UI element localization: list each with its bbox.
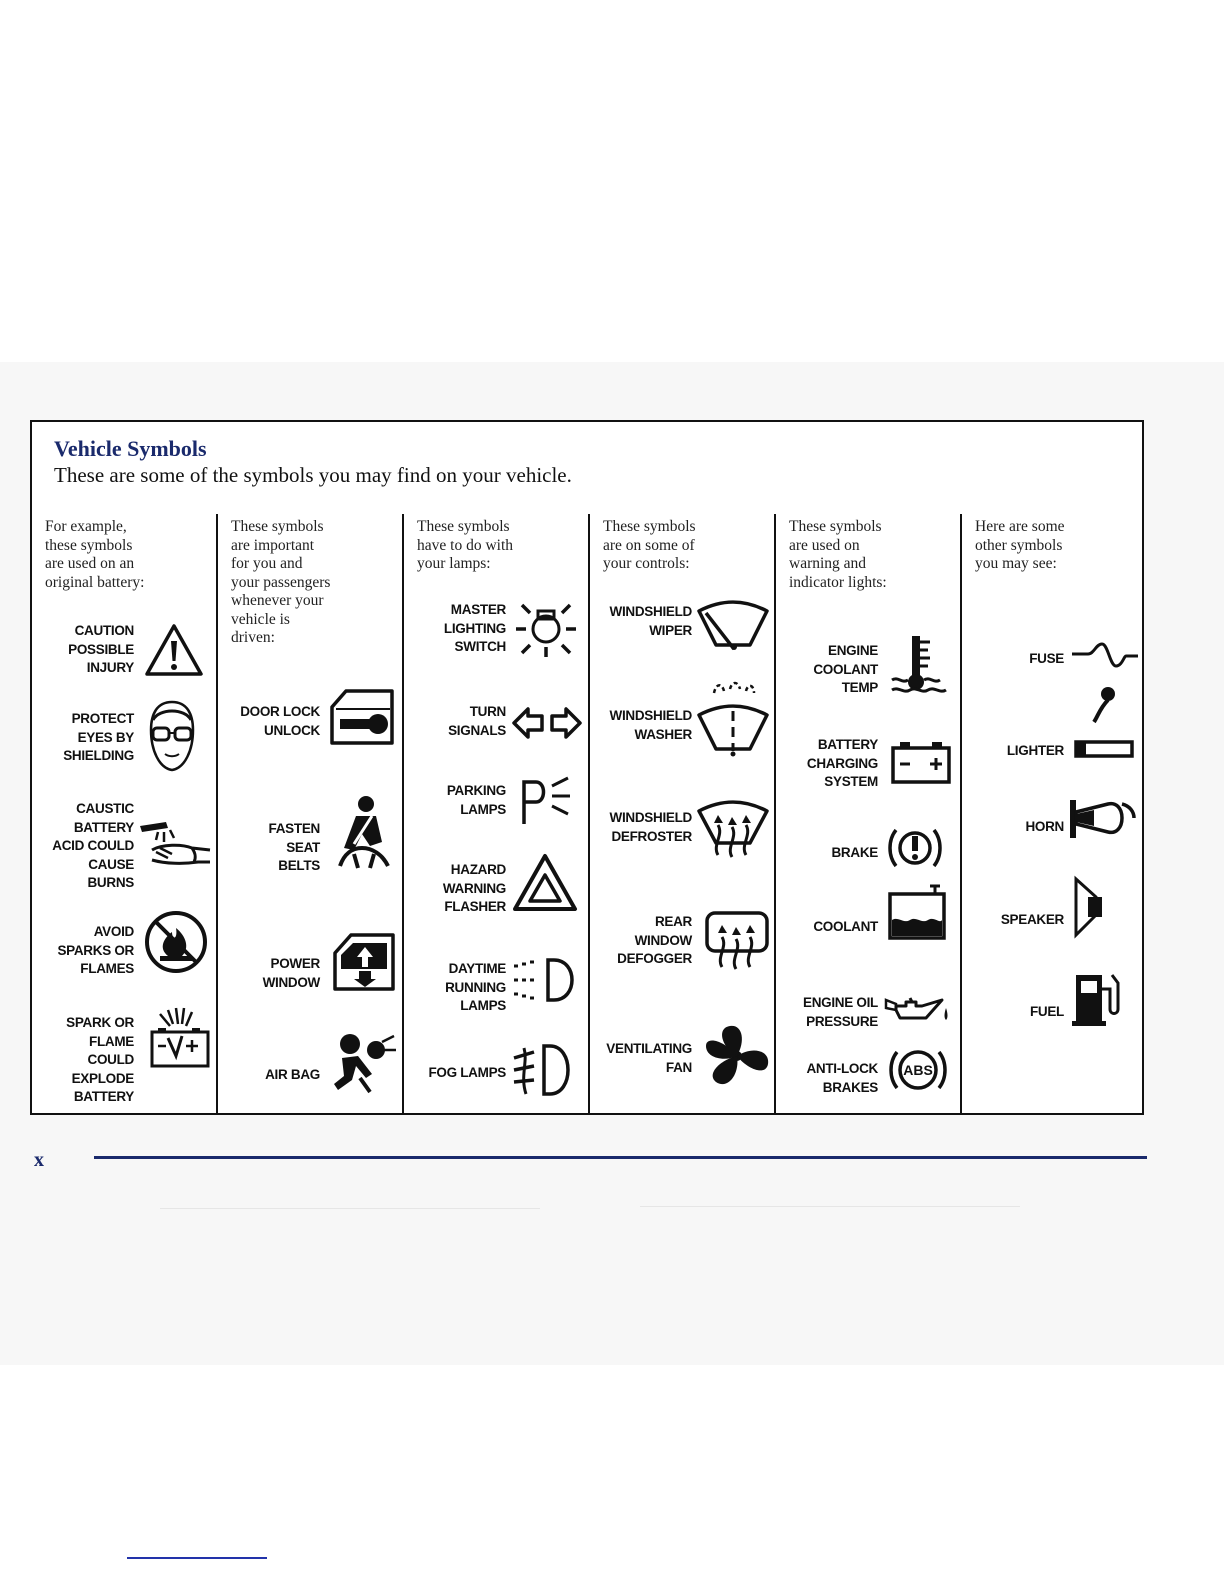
ventilating-fan-icon [702, 1022, 772, 1090]
symbol-label: MASTER LIGHTING SWITCH [443, 602, 506, 654]
coolant-temp-icon [888, 632, 950, 702]
symbol-label: PROTECT EYES BY SHIELDING [63, 711, 134, 763]
symbol-label: VENTILATING FAN [606, 1041, 692, 1075]
page-subtitle: These are some of the symbols you may find on your vehicle. [54, 463, 572, 487]
battery-charging-icon [890, 740, 952, 784]
seat-belt-icon [332, 794, 396, 870]
column-other [962, 514, 1148, 1115]
fuel-pump-icon [1072, 969, 1124, 1027]
symbol-label: BRAKE [831, 845, 878, 860]
windshield-defroster-icon [696, 799, 770, 861]
symbol-label: CAUSTIC BATTERY ACID COULD CAUSE BURNS [52, 801, 134, 890]
vehicle-symbols-panel [30, 420, 1144, 1115]
column-intro: Here are some other symbols you may see: [975, 518, 1065, 572]
fog-lamps-icon [510, 1040, 580, 1100]
symbol-label: FUSE [1029, 651, 1064, 666]
column-intro: These symbols have to do with your lamps: [417, 518, 513, 572]
symbol-label: WINDSHIELD WASHER [609, 708, 692, 742]
symbol-label: TURN SIGNALS [448, 704, 506, 738]
abs-icon-text: ABS [903, 1062, 933, 1078]
symbol-label: HORN [1025, 819, 1064, 834]
no-flame-icon [142, 910, 210, 974]
column-intro: These symbols are used on warning and indicator lights: [789, 518, 887, 591]
caution-triangle-icon [144, 622, 204, 678]
symbol-label: COOLANT [813, 919, 878, 934]
rear-defogger-icon [704, 909, 770, 971]
symbol-label: SPARK OR FLAME COULD EXPLODE BATTERY [66, 1015, 134, 1104]
symbol-label: FASTEN SEAT BELTS [268, 821, 320, 873]
symbol-label: FOG LAMPS [428, 1065, 506, 1080]
column-controls [590, 514, 776, 1115]
symbol-label: ANTI-LOCK BRAKES [806, 1061, 878, 1095]
symbol-label: DAYTIME RUNNING LAMPS [445, 961, 506, 1013]
fuse-icon [1070, 642, 1140, 672]
symbol-label: WINDSHIELD WIPER [609, 604, 692, 638]
symbol-label: REAR WINDOW DEFOGGER [617, 914, 692, 966]
symbol-label: HAZARD WARNING FLASHER [442, 862, 506, 914]
symbol-label: SPEAKER [1000, 912, 1064, 927]
column-battery [32, 514, 218, 1115]
speaker-icon [1072, 875, 1112, 939]
column-intro: For example, these symbols are used on an original battery: [45, 518, 145, 591]
column-lamps [404, 514, 590, 1115]
column-warning-lights [776, 514, 962, 1115]
symbol-label: DOOR LOCK UNLOCK [240, 704, 320, 738]
footer-rule [94, 1156, 1147, 1159]
brake-warning-icon [886, 822, 944, 874]
exploding-battery-icon [146, 1006, 212, 1070]
column-intro: These symbols are on some of your controls: [603, 518, 696, 572]
symbol-label: AIR BAG [265, 1067, 320, 1082]
symbol-label: PARKING LAMPS [446, 783, 506, 817]
bottom-link-underline[interactable] [127, 1557, 267, 1559]
column-intro: These symbols are important for you and your passengers whenever your vehicle is driven: [231, 518, 331, 646]
master-lighting-icon [514, 597, 580, 661]
page-letter: x [34, 1149, 44, 1171]
air-bag-icon [332, 1030, 398, 1094]
symbol-label: FUEL [1029, 1004, 1064, 1019]
parking-lamps-icon [518, 776, 572, 826]
horn-icon [1068, 796, 1138, 842]
daytime-running-lamps-icon [510, 956, 580, 1004]
windshield-wiper-icon [696, 597, 770, 651]
windshield-washer-icon [696, 681, 770, 757]
symbol-label: BATTERY CHARGING SYSTEM [806, 737, 878, 789]
hazard-triangle-icon [512, 853, 578, 913]
symbol-label: POWER WINDOW [262, 956, 320, 990]
symbol-label: LIGHTER [1006, 743, 1064, 758]
symbol-label: CAUTION POSSIBLE INJURY [68, 623, 134, 675]
page-title: Vehicle Symbols [54, 436, 207, 461]
symbol-label: AVOID SPARKS OR FLAMES [57, 924, 134, 976]
abs-icon [888, 1044, 948, 1096]
symbol-label: WINDSHIELD DEFROSTER [609, 810, 692, 844]
turn-signal-arrows-icon [512, 703, 582, 743]
column-occupant [218, 514, 404, 1115]
faint-divider-left [160, 1208, 540, 1209]
symbol-label: ENGINE COOLANT TEMP [813, 643, 878, 695]
oil-pressure-icon [882, 994, 952, 1028]
faint-divider-right [640, 1206, 1020, 1207]
symbol-label: ENGINE OIL PRESSURE [802, 995, 878, 1029]
acid-burn-hand-icon [138, 820, 212, 876]
eye-protection-face-icon [145, 698, 199, 774]
power-window-icon [331, 931, 397, 993]
coolant-level-icon [886, 884, 948, 942]
lighter-icon [1072, 684, 1136, 760]
door-lock-icon [328, 687, 398, 747]
